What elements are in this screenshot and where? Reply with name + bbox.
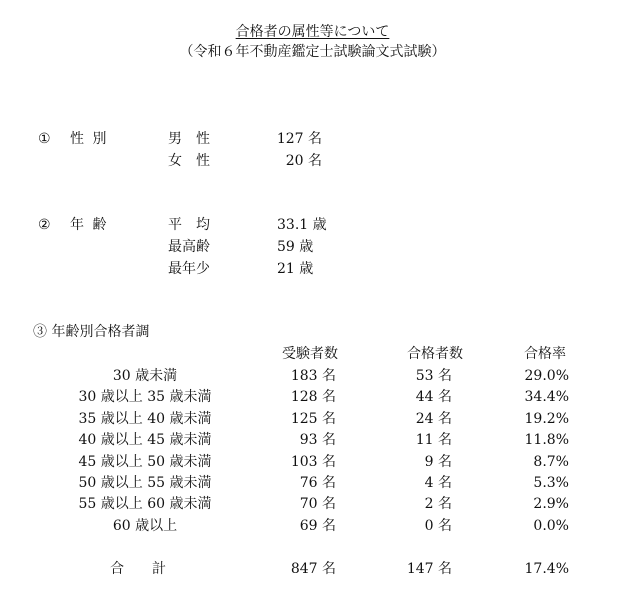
row-age-range: 45 歳以上 50 歳未満: [78, 454, 212, 470]
table-row: [0, 431, 625, 449]
row-age-range: 30 歳未満: [112, 368, 178, 384]
total-applicants: 847 名: [290, 561, 336, 577]
title-text: 合格者の属性等について: [235, 24, 390, 40]
row-rate: 0.0%: [533, 518, 569, 534]
total-label: 合 計: [110, 561, 166, 577]
row-age-range: 30 歳以上 35 歳未満: [78, 389, 212, 405]
row-applicants: 70 名: [299, 496, 336, 512]
row-applicants: 128 名: [290, 389, 336, 405]
age-table-heading: ③ 年齢別合格者調: [33, 324, 150, 340]
row-passers: 24 名: [415, 411, 452, 427]
table-total-row: [0, 560, 625, 578]
row-age-range: 35 歳以上 40 歳未満: [78, 411, 212, 427]
row-rate: 19.2%: [524, 411, 569, 427]
row-passers: 44 名: [415, 389, 452, 405]
row-age-range: 50 歳以上 55 歳未満: [78, 475, 212, 491]
female-label: 女 性: [168, 153, 210, 169]
row-applicants: 69 名: [299, 518, 336, 534]
row-rate: 34.4%: [524, 389, 569, 405]
document-title: [0, 23, 625, 41]
row-rate: 11.8%: [524, 432, 569, 448]
col-header-passers: 合格者数: [407, 346, 463, 362]
table-row: [0, 495, 625, 513]
row-applicants: 125 名: [290, 411, 336, 427]
table-row: [0, 453, 625, 471]
max-age-label: 最高齢: [168, 239, 210, 255]
min-age-label: 最年少: [168, 261, 210, 277]
row-applicants: 183 名: [290, 368, 336, 384]
max-age-value: 59 歳: [277, 239, 314, 255]
row-rate: 5.3%: [533, 475, 569, 491]
table-row: [0, 367, 625, 385]
row-age-range: 60 歳以上: [112, 518, 178, 534]
total-rate: 17.4%: [524, 561, 569, 577]
min-age-value: 21 歳: [277, 261, 314, 277]
row-applicants: 103 名: [290, 454, 336, 470]
table-row: [0, 410, 625, 428]
row-age-range: 55 歳以上 60 歳未満: [78, 496, 212, 512]
row-applicants: 76 名: [299, 475, 336, 491]
row-passers: 53 名: [415, 368, 452, 384]
table-row: [0, 474, 625, 492]
gender-heading-label: 性 別: [70, 131, 109, 147]
row-passers: 4 名: [424, 475, 452, 491]
male-label: 男 性: [168, 131, 210, 147]
row-applicants: 93 名: [299, 432, 336, 448]
male-value: 127 名: [276, 131, 322, 147]
table-row: [0, 388, 625, 406]
document-subtitle: （令和６年不動産鑑定士試験論文式試験）: [179, 44, 446, 60]
avg-age-value: 33.1 歳: [277, 217, 327, 233]
row-passers: 11 名: [415, 432, 452, 448]
row-rate: 29.0%: [524, 368, 569, 384]
row-passers: 2 名: [424, 496, 452, 512]
col-header-applicants: 受験者数: [282, 346, 338, 362]
row-passers: 0 名: [424, 518, 452, 534]
total-passers: 147 名: [406, 561, 452, 577]
row-rate: 8.7%: [533, 454, 569, 470]
age-heading-number: ②: [38, 217, 51, 233]
table-row: [0, 517, 625, 535]
gender-heading-number: ①: [38, 131, 51, 147]
row-age-range: 40 歳以上 45 歳未満: [78, 432, 212, 448]
age-heading-label: 年 齢: [70, 217, 109, 233]
avg-age-label: 平 均: [168, 217, 210, 233]
row-rate: 2.9%: [533, 496, 569, 512]
female-value: 20 名: [285, 153, 322, 169]
col-header-rate: 合格率: [524, 346, 566, 362]
row-passers: 9 名: [424, 454, 452, 470]
